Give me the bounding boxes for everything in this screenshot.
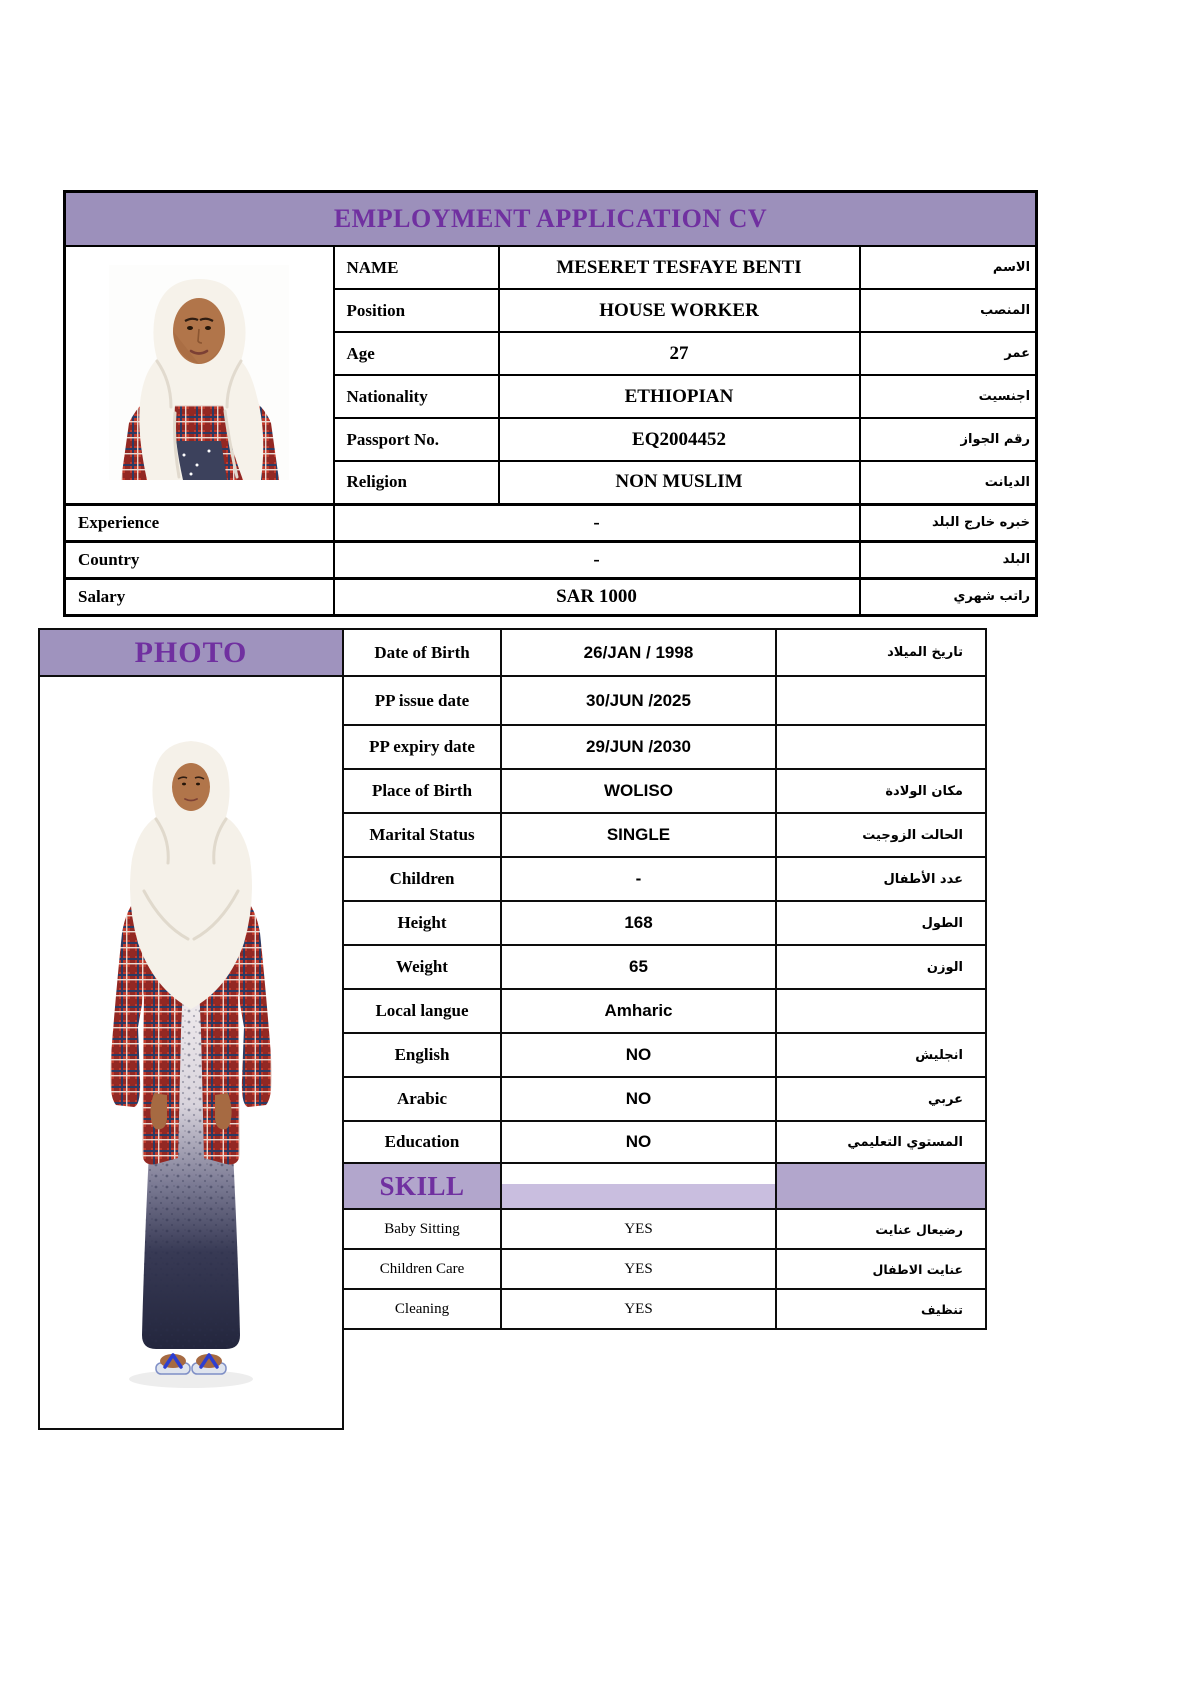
field-label-arabic: اجنسيت bbox=[860, 375, 1037, 418]
row-salary bbox=[65, 578, 1037, 615]
field-label: Religion bbox=[334, 461, 499, 504]
field-label-arabic: المستوي التعليمي bbox=[776, 1121, 986, 1163]
field-label: Nationality bbox=[334, 375, 499, 418]
field-value: NO bbox=[501, 1033, 776, 1077]
field-value: MESERET TESFAYE BENTI bbox=[499, 246, 860, 289]
skill-value: YES bbox=[501, 1289, 776, 1329]
field-value: 65 bbox=[501, 945, 776, 989]
field-label: PP issue date bbox=[343, 676, 501, 725]
field-label: Country bbox=[65, 541, 334, 578]
field-label-arabic: رقم الجواز bbox=[860, 418, 1037, 461]
field-value: NO bbox=[501, 1077, 776, 1121]
skill-header-bar bbox=[501, 1163, 776, 1209]
page-title: EMPLOYMENT APPLICATION CV bbox=[333, 204, 768, 233]
fullbody-photo-frame bbox=[41, 689, 341, 1416]
field-label: English bbox=[343, 1033, 501, 1077]
field-value: Amharic bbox=[501, 989, 776, 1033]
field-label: Experience bbox=[65, 504, 334, 541]
field-label-arabic: البلد bbox=[860, 541, 1037, 578]
field-label-arabic bbox=[776, 725, 986, 769]
field-label-arabic: مكان الولادة bbox=[776, 769, 986, 813]
field-label-arabic: الديانت bbox=[860, 461, 1037, 504]
field-value: - bbox=[501, 857, 776, 901]
row-country bbox=[65, 541, 1037, 578]
applicant-fullbody-photo bbox=[66, 711, 316, 1411]
title-row bbox=[65, 192, 1037, 247]
field-value: - bbox=[334, 541, 860, 578]
employment-application-table bbox=[63, 190, 1038, 617]
skill-value: YES bbox=[501, 1249, 776, 1289]
field-label-arabic: عدد الأطفال bbox=[776, 857, 986, 901]
field-label-arabic bbox=[776, 989, 986, 1033]
field-value: SINGLE bbox=[501, 813, 776, 857]
field-label-arabic: راتب شهري bbox=[860, 578, 1037, 615]
field-value: NON MUSLIM bbox=[499, 461, 860, 504]
field-label: Local langue bbox=[343, 989, 501, 1033]
field-label: Arabic bbox=[343, 1077, 501, 1121]
field-value: 168 bbox=[501, 901, 776, 945]
field-value: 27 bbox=[499, 332, 860, 375]
fullbody-photo-cell bbox=[39, 676, 343, 1429]
field-value: WOLISO bbox=[501, 769, 776, 813]
field-label: Place of Birth bbox=[343, 769, 501, 813]
field-label-arabic: الحالت الزوجيت bbox=[776, 813, 986, 857]
skill-label-arabic: رضيعال عنايت bbox=[776, 1209, 986, 1249]
field-value: 26/JAN / 1998 bbox=[501, 629, 776, 676]
skill-value: YES bbox=[501, 1209, 776, 1249]
field-label: Date of Birth bbox=[343, 629, 501, 676]
row-date-of-birth bbox=[39, 629, 986, 676]
headshot-photo-cell bbox=[65, 246, 334, 504]
field-label: PP expiry date bbox=[343, 725, 501, 769]
field-label-arabic: الوزن bbox=[776, 945, 986, 989]
field-label: Age bbox=[334, 332, 499, 375]
field-value: 30/JUN /2025 bbox=[501, 676, 776, 725]
skill-label: Children Care bbox=[343, 1249, 501, 1289]
field-label: Marital Status bbox=[343, 813, 501, 857]
skill-label: Baby Sitting bbox=[343, 1209, 501, 1249]
field-label-arabic: عمر bbox=[860, 332, 1037, 375]
field-value: NO bbox=[501, 1121, 776, 1163]
field-value: ETHIOPIAN bbox=[499, 375, 860, 418]
field-label: Education bbox=[343, 1121, 501, 1163]
field-label: Weight bbox=[343, 945, 501, 989]
skill-label-arabic: تنظيف bbox=[776, 1289, 986, 1329]
field-label: Height bbox=[343, 901, 501, 945]
field-label: NAME bbox=[334, 246, 499, 289]
field-label: Salary bbox=[65, 578, 334, 615]
skill-label: Cleaning bbox=[343, 1289, 501, 1329]
field-label-arabic: انجليش bbox=[776, 1033, 986, 1077]
field-value: EQ2004452 bbox=[499, 418, 860, 461]
field-label-arabic: خبره خارج البلد bbox=[860, 504, 1037, 541]
spacer-cell bbox=[343, 1329, 986, 1429]
skill-section-header bbox=[343, 1163, 501, 1209]
skill-header-arabic-cell bbox=[776, 1163, 986, 1209]
row-pp-issue-date bbox=[39, 676, 986, 725]
skill-header-label: SKILL bbox=[379, 1170, 465, 1201]
photo-header-label: PHOTO bbox=[134, 635, 248, 669]
document-title-bar bbox=[65, 192, 1037, 247]
applicant-headshot-photo bbox=[109, 265, 289, 480]
field-label: Children bbox=[343, 857, 501, 901]
field-label: Passport No. bbox=[334, 418, 499, 461]
skill-label-arabic: عنايت الاطفال bbox=[776, 1249, 986, 1289]
field-label-arabic: المنصب bbox=[860, 289, 1037, 332]
field-value: 29/JUN /2030 bbox=[501, 725, 776, 769]
row-experience bbox=[65, 504, 1037, 541]
field-value: - bbox=[334, 504, 860, 541]
field-label-arabic: عربي bbox=[776, 1077, 986, 1121]
field-label-arabic: الطول bbox=[776, 901, 986, 945]
field-label-arabic bbox=[776, 676, 986, 725]
field-value: HOUSE WORKER bbox=[499, 289, 860, 332]
personal-details-table bbox=[38, 628, 987, 1430]
field-label-arabic: الاسم bbox=[860, 246, 1037, 289]
field-label: Position bbox=[334, 289, 499, 332]
field-label-arabic: تاريخ الميلاد bbox=[776, 629, 986, 676]
photo-section-header bbox=[39, 629, 343, 676]
field-value: SAR 1000 bbox=[334, 578, 860, 615]
row-name bbox=[65, 246, 1037, 289]
